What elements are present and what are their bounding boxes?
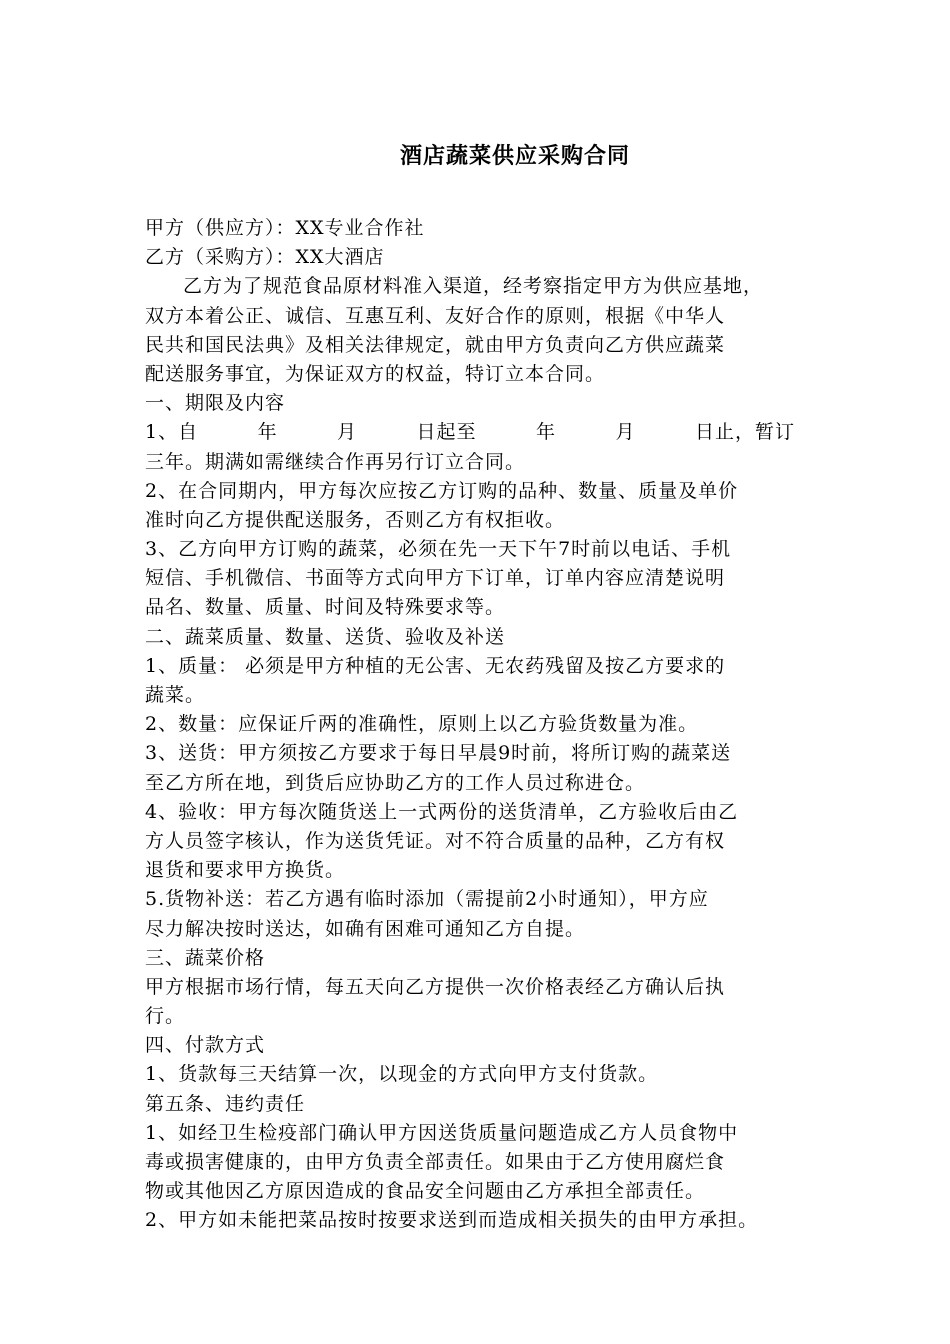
clause-line: 3、送货：甲方须按乙方要求于每日早晨9时前，将所订购的蔬菜送 [145,742,732,765]
clause-line: 三年。期满如需继续合作再另行订立合同。 [145,450,526,473]
clause-line: 物或其他因乙方原因造成的食品安全问题由乙方承担全部责任。 [145,1180,706,1203]
party-b-line: 乙方（采购方）：XX大酒店 [145,246,385,269]
term-dates-part: 年 [536,421,557,444]
term-dates-part: 月 [337,421,358,444]
term-dates-line [145,418,795,447]
preamble-line: 乙方为了规范食品原材料准入渠道，经考察指定甲方为供应基地， [183,275,764,298]
clause-line: 2、在合同期内，甲方每次应按乙方订购的品种、数量、质量及单价 [145,479,739,502]
clause-line: 蔬菜。 [145,684,206,706]
clause-line: 甲方根据市场行情，每五天向乙方提供一次价格表经乙方确认后执 [145,975,726,998]
preamble-line: 民共和国民法典》及相关法律规定，就由甲方负责向乙方供应蔬菜 [145,333,726,356]
clause-line: 2、数量：应保证斤两的准确性，原则上以乙方验货数量为准。 [145,713,699,736]
clause-line: 品名、数量、质量、时间及特殊要求等。 [145,596,506,619]
clause-line: 毒或损害健康的，由甲方负责全部责任。如果由于乙方使用腐烂食 [145,1151,726,1173]
term-dates-part: 年 [257,421,278,444]
clause-line: 退货和要求甲方换货。 [145,859,346,882]
clause-line: 1、如经卫生检疫部门确认甲方因送货质量问题造成乙方人员食物中 [145,1121,739,1144]
section-heading-term: 一、期限及内容 [145,392,286,415]
clause-line: 短信、手机微信、书面等方式向甲方下订单，订单内容应清楚说明 [145,567,726,590]
clause-line: 4、验收：甲方每次随货送上一式两份的送货清单，乙方验收后由乙 [145,800,739,823]
term-dates-part: 1、自 [145,421,199,444]
clause-line: 准时向乙方提供配送服务，否则乙方有权拒收。 [145,508,566,531]
contract-body [145,214,815,1236]
term-dates-part: 月 [615,421,636,444]
term-dates-part: 日起至 [416,421,477,444]
clause-line: 3、乙方向甲方订购的蔬菜，必须在先一天下午7时前以电话、手机 [145,538,732,561]
clause-line: 至乙方所在地，到货后应协助乙方的工作人员过称进仓。 [145,771,646,794]
section-heading-price: 三、蔬菜价格 [145,946,266,969]
document-title: 酒店蔬菜供应采购合同 [399,144,630,169]
section-heading-quality: 二、蔬菜质量、数量、送货、验收及补送 [145,625,506,648]
clause-line: 5.货物补送：若乙方遇有临时添加（需提前2小时通知），甲方应 [145,888,709,911]
clause-line: 2、甲方如未能把菜品按时按要求送到而造成相关损失的由甲方承担。 [145,1209,759,1232]
section-heading-payment: 四、付款方式 [145,1034,266,1057]
section-heading-liability: 第五条、违约责任 [145,1092,306,1115]
clause-line: 行。 [145,1005,186,1028]
preamble-line: 双方本着公正、诚信、互惠互利、友好合作的原则，根据《中华人 [145,304,726,327]
clause-line: 尽力解决按时送达，如确有困难可通知乙方自提。 [145,917,586,940]
party-a-line: 甲方（供应方）：XX专业合作社 [145,217,425,239]
term-dates-part: 日止，暂订 [694,421,795,444]
clause-line: 1、质量： 必须是甲方种植的无公害、无农药残留及按乙方要求的 [145,654,726,677]
clause-line: 方人员签字核认，作为送货凭证。对不符合质量的品种，乙方有权 [145,829,726,852]
preamble-line: 配送服务事宜，为保证双方的权益，特订立本合同。 [145,362,606,385]
clause-line: 1、货款每三天结算一次，以现金的方式向甲方支付货款。 [145,1063,659,1086]
